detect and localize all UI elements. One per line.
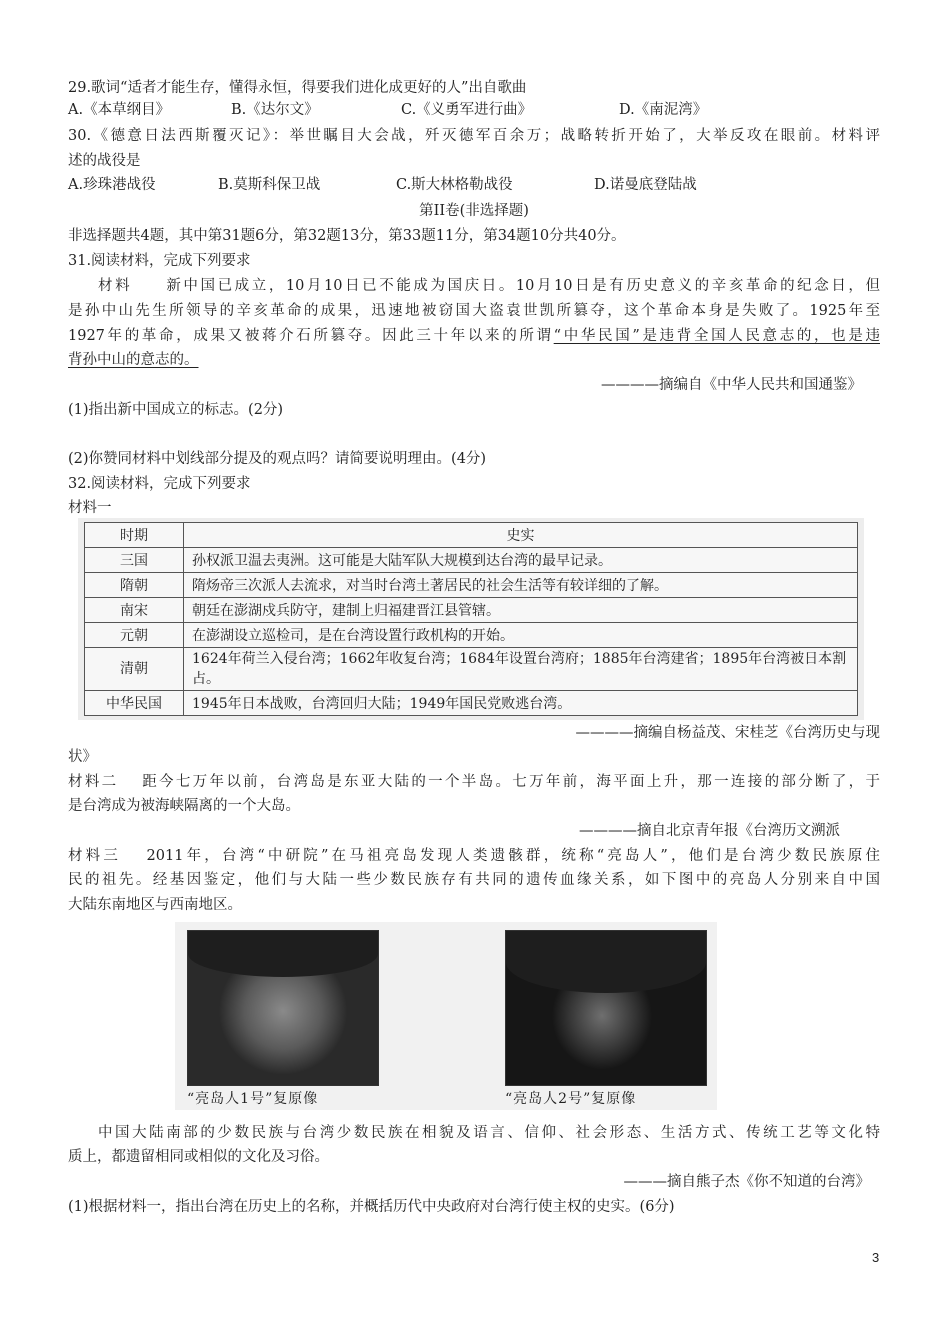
q29-option-b: B.《达尔文》	[231, 102, 319, 118]
q30-option-c: C.斯大林格勒战役	[396, 177, 513, 193]
q32-m3-para-line2: 质上，都遗留相同或相似的文化及习俗。	[68, 1149, 329, 1165]
table-header-row	[85, 523, 858, 548]
liangdao-photos	[175, 922, 717, 1110]
table-row	[85, 623, 858, 648]
section2-note: 非选择题共4题，其中第31题6分，第32题13分，第33题11分，第34题10分共40分。	[68, 228, 626, 244]
q32-m3-line1: 材料三 2011年，台湾“中研院”在马祖亮岛发现人类遗骸群，统称“亮岛人”，他们是台湾少数民族原住	[68, 848, 880, 864]
q31-sub2: (2)你赞同材料中划线部分提及的观点吗？请简要说明理由。(4分)	[68, 451, 487, 467]
q32-m3-para-line1: 中国大陆南部的少数民族与台湾少数民族在相貌及语言、信仰、社会形态、生活方式、传统工艺等文化特	[98, 1125, 880, 1141]
fact-cell: 孙权派卫温去夷洲。这可能是大陆军队大规模到达台湾的最早记录。	[184, 548, 858, 573]
q32-m3-line2: 民的祖先。经基因鉴定，他们与大陆一些少数民族存有共同的遗传血缘关系，如下图中的亮岛人分别来自中国	[68, 872, 880, 888]
liangdao-man-1-photo	[187, 930, 379, 1086]
q31-underlined-text: “中华民国”是违背全国人民意志的，也是违	[553, 328, 880, 344]
fact-cell: 1624年荷兰入侵台湾；1662年收复台湾；1684年设置台湾府；1885年台湾建省；1895年台湾被日本割占。	[184, 648, 858, 691]
table-row	[85, 691, 858, 716]
fact-cell: 1945年日本战败，台湾回归大陆；1949年国民党败逃台湾。	[184, 691, 858, 716]
q31-material-line4	[68, 350, 880, 370]
period-cell: 三国	[85, 548, 184, 573]
period-cell: 中华民国	[85, 691, 184, 716]
period-cell: 南宋	[85, 598, 184, 623]
q29-option-c: C.《义勇军进行曲》	[401, 102, 533, 118]
q31-material-line3	[68, 326, 880, 346]
period-cell: 隋朝	[85, 573, 184, 598]
q31-material-line2: 是孙中山先生所领导的辛亥革命的成果，迅速地被窃国大盗袁世凯所篡夺，这个革命本身是失败了。1925年至	[68, 303, 880, 319]
q32-m2-source: ————摘自北京青年报《台湾历文溯派	[579, 823, 840, 839]
table-row	[85, 573, 858, 598]
q31-material-line1: 材料 新中国已成立，10月10日已不能成为国庆日。10月10日是有历史意义的辛亥革命的纪念日，但	[98, 278, 880, 294]
fact-cell: 隋炀帝三次派人去流求，对当时台湾土著居民的社会生活等有较详细的了解。	[184, 573, 858, 598]
q32-title: 32.阅读材料，完成下列要求	[68, 476, 251, 492]
q32-m1-label: 材料一	[68, 500, 112, 516]
table-row	[85, 598, 858, 623]
q32-m2-line1: 材料二 距今七万年以前，台湾岛是东亚大陆的一个半岛。七万年前，海平面上升，那一连接的部分断了，于	[68, 774, 880, 790]
q30-option-b: B.莫斯科保卫战	[218, 177, 321, 193]
liangdao-man-2-photo	[505, 930, 707, 1086]
table-row	[85, 548, 858, 573]
q31-underlined-text-end: 背孙中山的意志的。	[68, 352, 199, 368]
q29-stem: 29.歌词“适者才能生存，懂得永恒，得要我们进化成更好的人”出自歌曲	[68, 80, 527, 96]
period-cell: 清朝	[85, 648, 184, 691]
q32-m3-line3: 大陆东南地区与西南地区。	[68, 897, 242, 913]
fact-cell: 在澎湖设立巡检司，是在台湾设置行政机构的开始。	[184, 623, 858, 648]
q29-option-a: A.《本草纲目》	[68, 102, 171, 118]
q29-options	[68, 100, 880, 120]
q30-options	[68, 175, 880, 195]
q31-plain-text: 1927年的革命，成果又被蒋介石所篡夺。因此三十年以来的所谓	[68, 328, 554, 344]
page-number: 3	[872, 1250, 880, 1265]
q32-m2-line2: 是台湾成为被海峡隔离的一个大岛。	[68, 798, 300, 814]
photo-caption-1: “亮岛人1号”复原像	[187, 1091, 319, 1107]
header-period: 时期	[85, 523, 184, 548]
period-cell: 元朝	[85, 623, 184, 648]
q32-m1-source-line2: 状》	[68, 749, 97, 765]
q30-option-d: D.诺曼底登陆战	[594, 177, 697, 193]
section2-title: 第II卷(非选择题)	[419, 203, 529, 219]
q31-title: 31.阅读材料，完成下列要求	[68, 253, 251, 269]
q31-source: ————摘编自《中华人民共和国通鉴》	[601, 377, 862, 393]
q30-stem-line1: 30.《德意日法西斯覆灭记》：举世瞩目大会战，歼灭德军百余万；战略转折开始了，大举反攻在眼前。材料评	[68, 128, 880, 144]
photo-caption-2: “亮岛人2号”复原像	[505, 1091, 637, 1107]
fact-cell: 朝廷在澎湖戍兵防守，建制上归福建晋江县管辖。	[184, 598, 858, 623]
q29-option-d: D.《南泥湾》	[619, 102, 708, 118]
q30-option-a: A.珍珠港战役	[68, 177, 156, 193]
q32-m3-source: ———摘自熊子杰《你不知道的台湾》	[623, 1174, 870, 1190]
table-row	[85, 648, 858, 691]
q30-stem-line2: 述的战役是	[68, 153, 141, 169]
q31-sub1: (1)指出新中国成立的标志。(2分)	[68, 402, 284, 418]
q32-m1-source-line1: ————摘编自杨益茂、宋桂芝《台湾历史与现	[575, 725, 880, 741]
taiwan-history-table-scan	[78, 518, 864, 720]
q32-sub1: (1)根据材料一，指出台湾在历史上的名称，并概括历代中央政府对台湾行使主权的史实。(6分)	[68, 1199, 675, 1215]
header-fact: 史实	[184, 523, 858, 548]
taiwan-history-table	[84, 522, 858, 716]
